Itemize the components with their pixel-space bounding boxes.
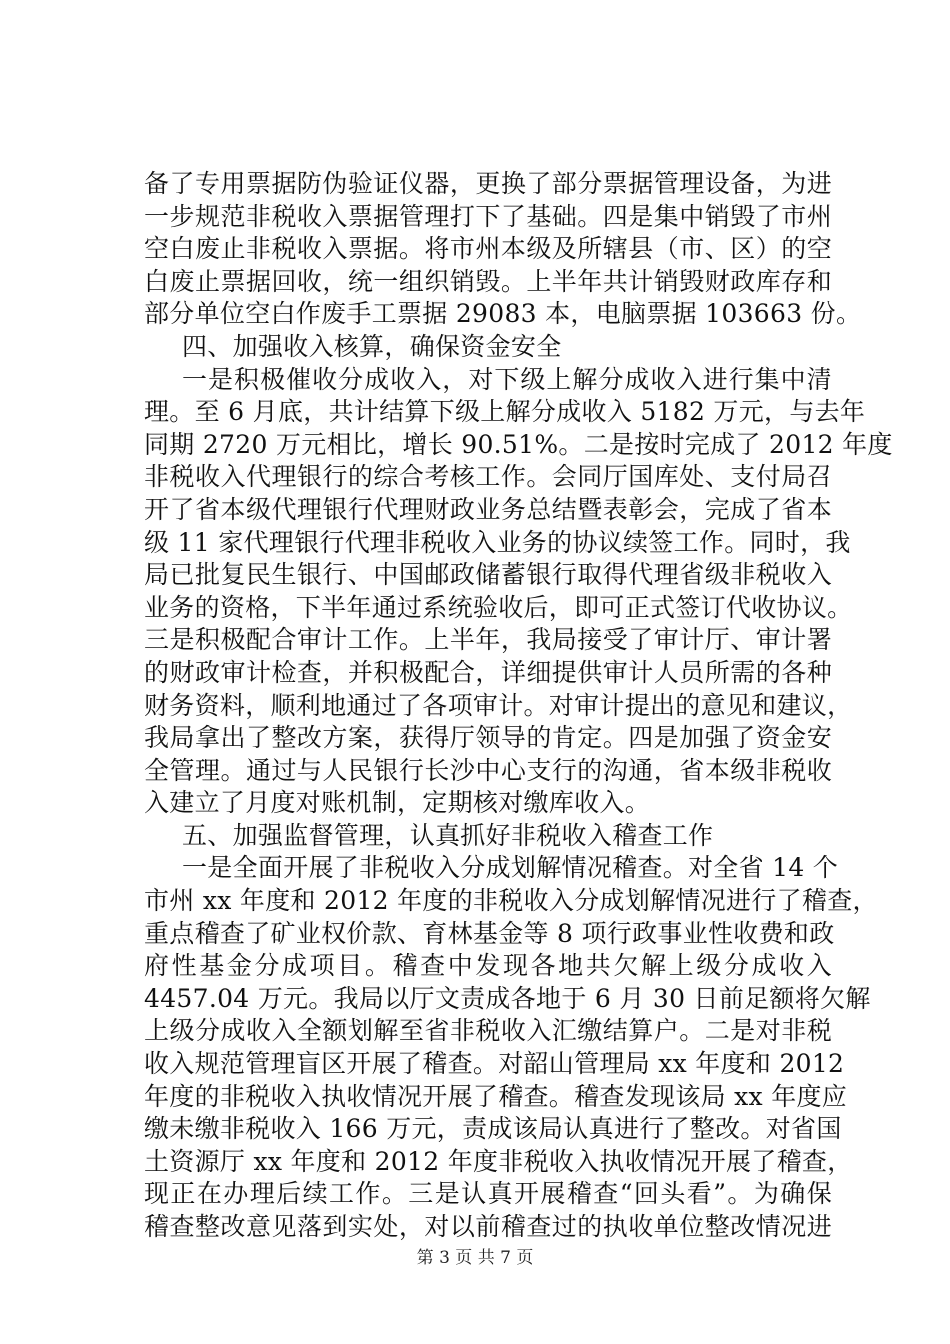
text-line: 白废止票据回收，统一组织销毁。上半年共计销毁财政库存和: [144, 266, 832, 296]
text-line: 开了省本级代理银行代理财政业务总结暨表彰会，完成了省本: [144, 494, 832, 524]
text-line: 一步规范非税收入票据管理打下了基础。四是集中销毁了市州: [144, 201, 832, 231]
text-line: 入建立了月度对账机制，定期核对缴库收入。: [144, 788, 651, 818]
text-line: 级 11 家代理银行代理非税收入业务的协议续签工作。同时，我: [144, 527, 851, 557]
text-line: 理。至 6 月底，共计结算下级上解分成收入 5182 万元，与去年: [144, 397, 866, 427]
text-line: 收入规范管理盲区开展了稽查。对韶山管理局 xx 年度和 2012: [144, 1049, 845, 1079]
text-line: 备了专用票据防伪验证仪器，更换了部分票据管理设备，为进: [144, 169, 832, 198]
text-line: 稽查整改意见落到实处，对以前稽查过的执收单位整改情况进: [144, 1212, 832, 1241]
text-line: 五、加强监督管理，认真抓好非税收入稽查工作: [182, 820, 714, 850]
text-line: 同期 2720 万元相比，增长 90.51%。二是按时完成了 2012 年度: [144, 429, 893, 459]
text-line: 的财政审计检查，并积极配合，详细提供审计人员所需的各种: [144, 657, 832, 687]
text-line: 4457.04 万元。我局以厅文责成各地于 6 月 30 日前足额将欠解: [144, 983, 871, 1013]
text-line: 财务资料，顺利地通过了各项审计。对审计提出的意见和建议，: [144, 690, 853, 720]
text-line: 年度的非税收入执收情况开展了稽查。稽查发现该局 xx 年度应: [144, 1081, 848, 1111]
text-line: 重点稽查了矿业权价款、育林基金等 8 项行政事业性收费和政: [144, 918, 835, 948]
text-line: 现正在办理后续工作。三是认真开展稽查“回头看”。为确保: [144, 1179, 832, 1209]
text-line: 四、加强收入核算，确保资金安全: [182, 331, 562, 361]
page-footer: [0, 1243, 950, 1268]
text-line: 我局拿出了整改方案，获得厅领导的肯定。四是加强了资金安: [144, 723, 832, 753]
text-line: 局已批复民生银行、中国邮政储蓄银行取得代理省级非税收入: [144, 560, 832, 590]
text-line: 非税收入代理银行的综合考核工作。会同厅国库处、支付局召: [144, 462, 832, 492]
text-line: 上级分成收入全额划解至省非税收入汇缴结算户。二是对非税: [144, 1016, 832, 1046]
text-line: 市州 xx 年度和 2012 年度的非税收入分成划解情况进行了稽查，: [144, 886, 878, 916]
text-line: 土资源厅 xx 年度和 2012 年度非税收入执收情况开展了稽查，: [144, 1146, 853, 1176]
text-line: 一是全面开展了非税收入分成划解情况稽查。对全省 14 个: [182, 853, 839, 883]
text-line: 三是积极配合审计工作。上半年，我局接受了审计厅、审计署: [144, 625, 832, 655]
text-line: 府性基金分成项目。稽查中发现各地共欠解上级分成收入: [144, 951, 832, 981]
text-line: 全管理。通过与人民银行长沙中心支行的沟通，省本级非税收: [144, 755, 832, 785]
text-line: 缴未缴非税收入 166 万元，责成该局认真进行了整改。对省国: [144, 1114, 842, 1144]
text-line: 空白废止非税收入票据。将市州本级及所辖县（市、区）的空: [144, 234, 832, 264]
text-line: 一是积极催收分成收入，对下级上解分成收入进行集中清: [182, 364, 832, 394]
page-number-label: 第 3 页 共 7 页: [416, 1248, 534, 1268]
document-body: [144, 168, 893, 1244]
text-line: 部分单位空白作废手工票据 29083 本，电脑票据 103663 份。: [144, 299, 862, 329]
text-line: 业务的资格，下半年通过系统验收后，即可正式签订代收协议。: [144, 592, 853, 622]
